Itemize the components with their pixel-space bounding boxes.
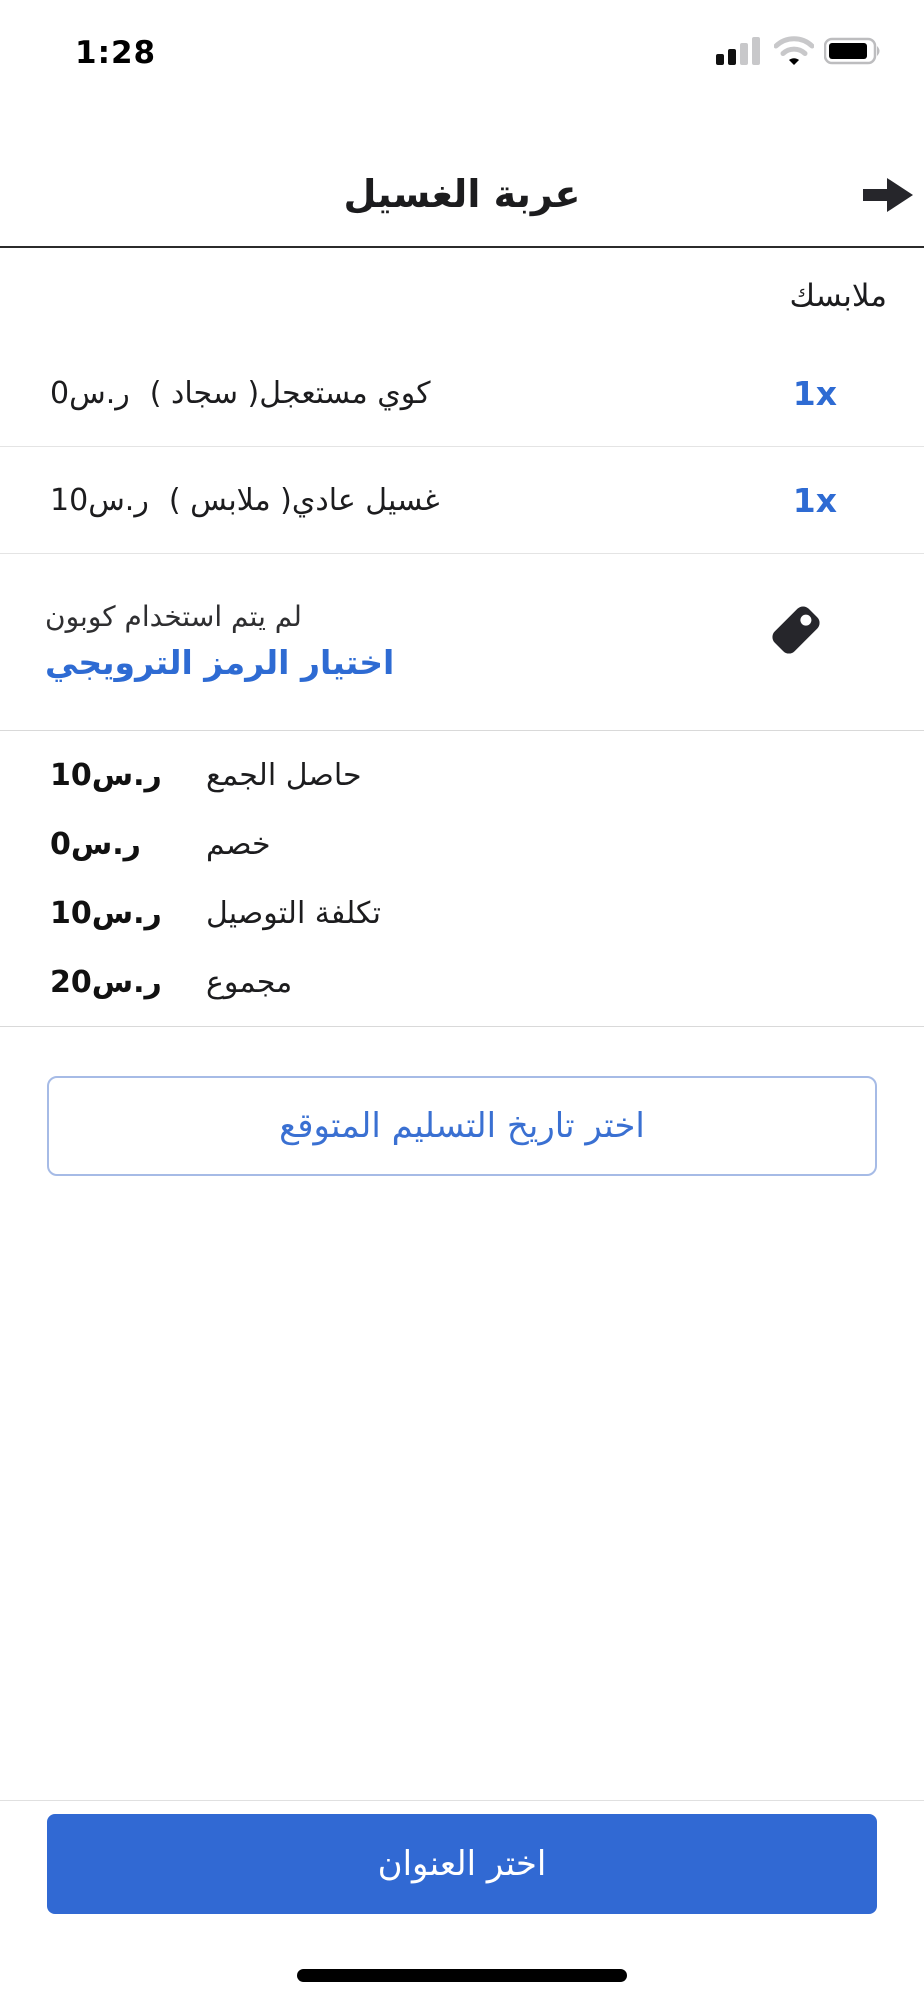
summary-label: خصم: [206, 827, 271, 862]
cart-item-price: ر.س10: [50, 482, 149, 518]
cart-item-row: [0, 340, 924, 447]
status-bar: [0, 0, 924, 90]
navigation-bar: [0, 90, 924, 248]
status-time: 1:28: [75, 35, 157, 71]
cart-item-row: [0, 447, 924, 554]
summary-row-discount: [0, 810, 924, 879]
cart-item-name: كوي مستعجل( سجاد ): [149, 375, 431, 411]
order-summary: [0, 731, 924, 1027]
status-icons: [716, 35, 882, 71]
back-button[interactable]: [860, 176, 916, 216]
wifi-icon: [774, 36, 814, 70]
summary-value: ر.س10: [50, 758, 162, 793]
summary-value: ر.س20: [50, 965, 162, 1000]
cart-item-price: ر.س0: [50, 375, 130, 411]
choose-delivery-date-button[interactable]: اختر تاريخ التسليم المتوقع: [47, 1076, 877, 1176]
summary-label: تكلفة التوصيل: [206, 896, 381, 931]
summary-label: مجموع: [206, 965, 293, 1000]
bottom-bar: [0, 1800, 924, 2000]
cart-item-name: غسيل عادي( ملابس ): [168, 482, 440, 518]
choose-promo-code-link[interactable]: اختيار الرمز الترويجي: [45, 643, 395, 682]
arrow-right-icon: [861, 202, 915, 217]
cart-item-quantity: 1x: [792, 373, 837, 413]
summary-value: ر.س0: [50, 827, 141, 862]
coupon-status-text: لم يتم استخدام كوبون: [45, 600, 302, 633]
tag-icon: [767, 600, 825, 664]
summary-value: ر.س10: [50, 896, 162, 931]
choose-address-button[interactable]: اختر العنوان: [47, 1814, 877, 1914]
cart-item-text: [50, 483, 440, 518]
summary-row-subtotal: [0, 741, 924, 810]
page-title: عربة الغسيل: [343, 172, 581, 216]
summary-label: حاصل الجمع: [206, 758, 362, 793]
cart-item-quantity: 1x: [792, 480, 837, 520]
cellular-signal-icon: [716, 35, 764, 71]
battery-icon: [824, 37, 882, 69]
home-indicator[interactable]: [297, 1969, 627, 1982]
section-label-your-clothes: ملابسك: [789, 278, 887, 314]
summary-row-total: [0, 948, 924, 1017]
coupon-section: [0, 554, 924, 731]
coupon-texts: [45, 600, 394, 682]
cart-item-text: [50, 376, 430, 411]
summary-row-delivery-cost: [0, 879, 924, 948]
